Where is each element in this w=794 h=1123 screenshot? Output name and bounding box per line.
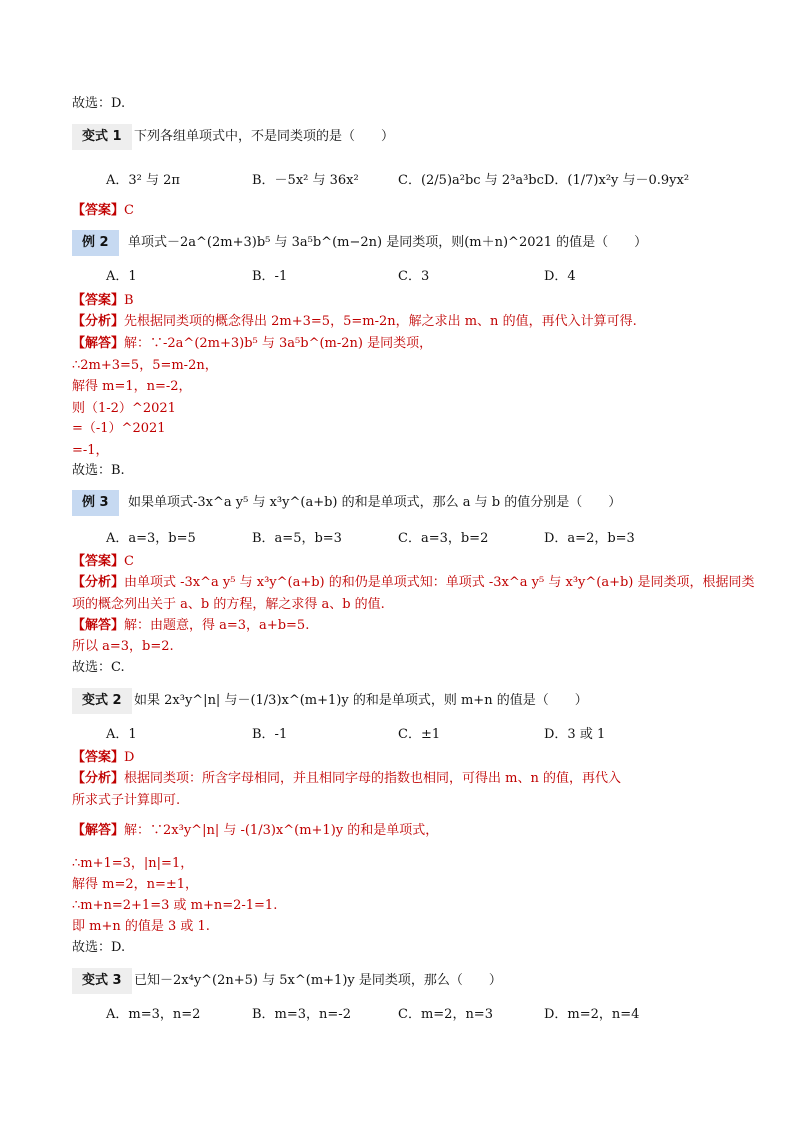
li3-badge: 例 3 [72, 490, 119, 516]
li2-solution-line-7: 故选：B. [72, 463, 125, 478]
analysis-tag: 【分析】 [72, 771, 125, 786]
bianshi2-question: 如果 2x³y^|n| 与－(1/3)x^(m+1)y 的和是单项式，则 m+n 的值是（ ） [134, 693, 588, 708]
top-conclusion: 故选：D. [72, 96, 126, 111]
answer-tag: 【答案】 [72, 203, 125, 218]
li2-answer [72, 292, 134, 310]
answer-value: B [124, 293, 134, 308]
li2-badge: 例 2 [72, 230, 119, 256]
li2-option-a: A．1 [106, 269, 137, 284]
li2-option-b: B．-1 [252, 269, 288, 284]
li3-solution-line-3: 故选：C. [72, 660, 125, 675]
bianshi3-options [106, 1006, 726, 1024]
bianshi3-option-b: B．m=3，n=-2 [252, 1007, 351, 1022]
bianshi2-solution-line-6: 故选：D. [72, 940, 126, 955]
li2-solution-line-6: =-1， [72, 443, 109, 458]
bianshi1-options [106, 172, 726, 190]
li3-analysis-2: 项的概念列出关于 a、b 的方程，解之求得 a、b 的值. [72, 597, 385, 612]
bianshi3-badge: 变式 3 [72, 968, 132, 994]
answer-value: C [124, 203, 134, 218]
analysis-tag: 【分析】 [72, 575, 125, 590]
li2-question: 单项式－2a^(2m+3)b⁵ 与 3a⁵b^(m−2n) 是同类项，则(m＋n)^2021 的值是（ ） [128, 235, 648, 250]
bianshi2-solution-line-2: ∴m+1=3，|n|=1， [72, 856, 194, 871]
li3-solution-line-2: 所以 a=3，b=2. [72, 639, 174, 654]
bianshi2-answer [72, 749, 134, 767]
bianshi2-analysis-1 [72, 770, 621, 788]
li3-options [106, 530, 726, 548]
bianshi2-solution-line-4: ∴m+n=2+1=3 或 m+n=2-1=1. [72, 898, 278, 913]
li3-analysis-1 [72, 574, 755, 592]
li2-solution-line-4: 则（1-2）^2021 [72, 401, 176, 416]
analysis-text: 先根据同类项的概念得出 2m+3=5，5=m-2n，解之求出 m、n 的值，再代入计算可得. [124, 314, 637, 329]
analysis-text: 根据同类项：所含字母相同，并且相同字母的指数也相同，可得出 m、n 的值，再代入 [124, 771, 621, 786]
bianshi1-option-c: C．(2/5)a²bc 与 2³a³bc [398, 173, 544, 188]
answer-value: D [124, 750, 135, 765]
li2-solution-line-2: ∴2m+3=5，5=m-2n， [72, 358, 218, 373]
li3-option-d: D．a=2，b=3 [544, 531, 635, 546]
bianshi1-question: 下列各组单项式中，不是同类项的是（ ） [134, 129, 395, 144]
bianshi2-solution-line-3: 解得 m=2，n=±1， [72, 877, 199, 892]
bianshi2-option-b: B．-1 [252, 727, 288, 742]
li2-option-c: C．3 [398, 269, 430, 284]
bianshi3-option-d: D．m=2，n=4 [544, 1007, 640, 1022]
li2-solution-line-3: 解得 m=1，n=-2， [72, 379, 192, 394]
li2-solution-line-5: =（-1）^2021 [72, 421, 166, 436]
li2-options [106, 268, 726, 286]
solution-tag: 【解答】 [72, 336, 125, 351]
solution-text: 解：∵2x³y^|n| 与 -(1/3)x^(m+1)y 的和是单项式， [124, 823, 439, 838]
bianshi1-option-a: A．3² 与 2π [106, 173, 180, 188]
answer-tag: 【答案】 [72, 554, 125, 569]
bianshi2-options [106, 726, 726, 744]
analysis-tag: 【分析】 [72, 314, 125, 329]
analysis-text: 由单项式 -3x^a y⁵ 与 x³y^(a+b) 的和仍是单项式知：单项式 -3x^a y⁵ 与 x³y^(a+b) 是同类项，根据同类 [124, 575, 755, 590]
solution-text: 解：由题意，得 a=3，a+b=5. [124, 618, 310, 633]
li2-solution-line-1 [72, 335, 432, 353]
bianshi3-option-a: A．m=3，n=2 [106, 1007, 201, 1022]
bianshi2-option-a: A．1 [106, 727, 137, 742]
li3-option-c: C．a=3，b=2 [398, 531, 489, 546]
bianshi1-option-b: B．－5x² 与 36x² [252, 173, 359, 188]
bianshi3-option-c: C．m=2，n=3 [398, 1007, 493, 1022]
bianshi2-option-c: C．±1 [398, 727, 441, 742]
solution-tag: 【解答】 [72, 618, 125, 633]
li2-option-d: D．4 [544, 269, 576, 284]
li3-option-b: B．a=5，b=3 [252, 531, 342, 546]
li3-solution-line-1 [72, 617, 309, 635]
bianshi2-analysis-2: 所求式子计算即可. [72, 793, 181, 808]
bianshi2-badge: 变式 2 [72, 688, 132, 714]
answer-tag: 【答案】 [72, 750, 125, 765]
answer-value: C [124, 554, 134, 569]
bianshi1-badge: 变式 1 [72, 124, 132, 150]
li3-option-a: A．a=3，b=5 [106, 531, 196, 546]
bianshi2-solution-line-5: 即 m+n 的值是 3 或 1. [72, 919, 210, 934]
answer-tag: 【答案】 [72, 293, 125, 308]
bianshi2-solution-line-1 [72, 822, 438, 840]
li3-question: 如果单项式-3x^a y⁵ 与 x³y^(a+b) 的和是单项式，那么 a 与 b 的值分别是（ ） [128, 495, 622, 510]
bianshi2-option-d: D．3 或 1 [544, 727, 606, 742]
solution-tag: 【解答】 [72, 823, 125, 838]
bianshi3-question: 已知－2x⁴y^(2n+5) 与 5x^(m+1)y 是同类项，那么（ ） [134, 973, 502, 988]
solution-text: 解：∵-2a^(2m+3)b⁵ 与 3a⁵b^(m-2n) 是同类项， [124, 336, 433, 351]
bianshi1-option-d: D．(1/7)x²y 与－0.9yx² [544, 173, 690, 188]
li2-analysis [72, 313, 637, 331]
bianshi1-answer [72, 202, 134, 220]
li3-answer [72, 553, 134, 571]
